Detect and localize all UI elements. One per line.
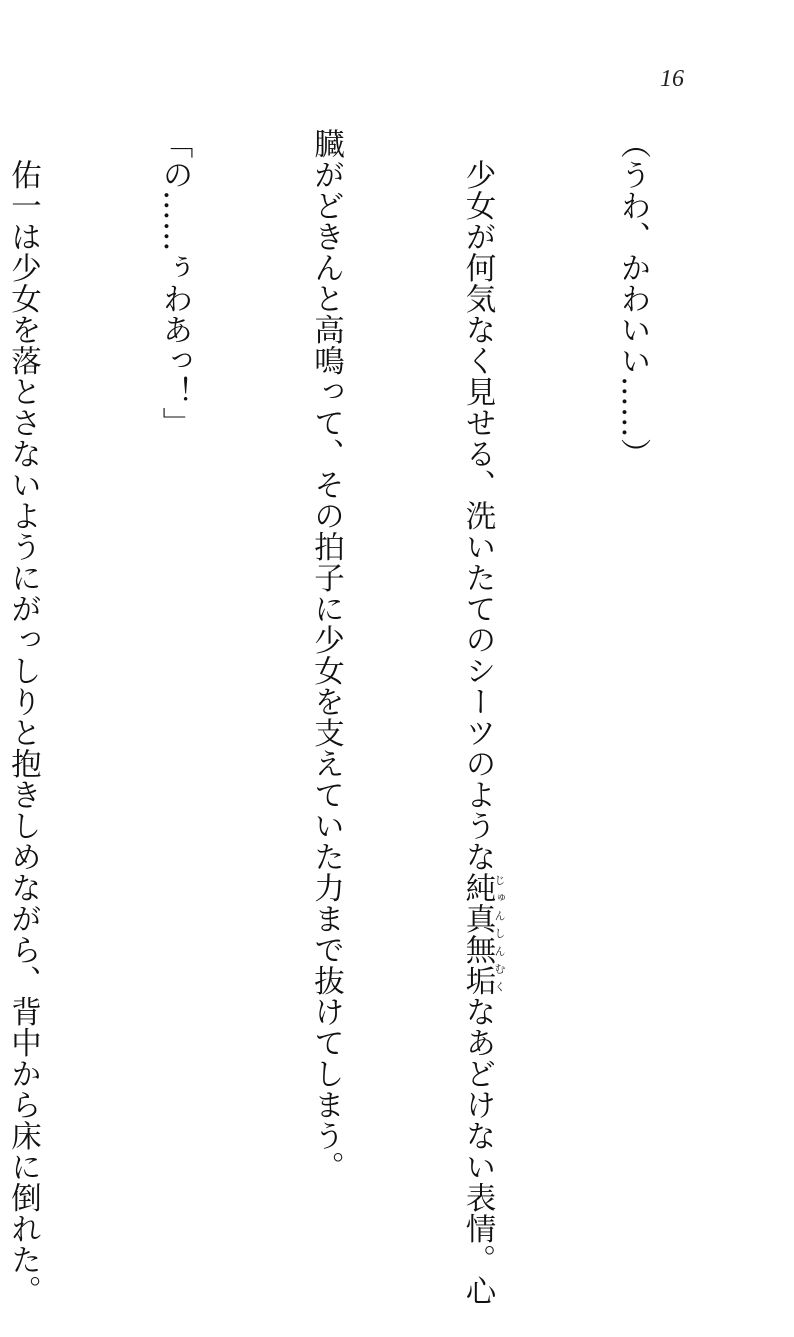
ruby-text: じゅんしんむく [493,871,506,996]
ruby-annotation [460,871,506,996]
novel-body-text [0,128,758,1306]
ruby-base: 純真無垢 [460,871,495,996]
text-line: 「の……ぅわあっ！」 [157,128,192,438]
text-line-main: 少女が何気なく見せる、洗いたてのシーツのような [460,158,495,872]
text-line: 佑一は少女を落とさないようにがっしりと抱きしめながら、背中から床に倒れた。 [5,158,41,1306]
text-line: 臓がどきんと高鳴って、その拍子に少女を支えていた力まで抜けてしまう。 [308,128,344,1182]
text-line-tail: なあどけない表情。心 [460,995,495,1306]
text-line [452,128,506,1306]
text-line: （うわ、かわいい……） [615,128,650,469]
page-number: 16 [660,66,684,92]
